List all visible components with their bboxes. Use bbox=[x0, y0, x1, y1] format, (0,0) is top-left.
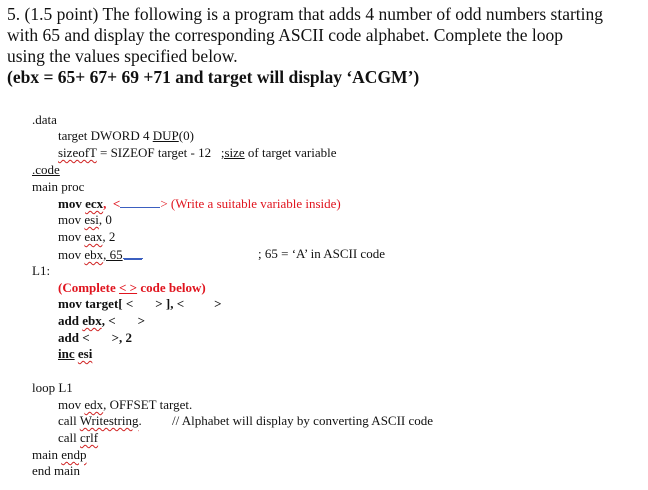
code-mov-ecx bbox=[58, 195, 341, 212]
code-main-endp bbox=[32, 447, 87, 463]
code-token: sizeofT bbox=[58, 145, 97, 160]
code-add bbox=[58, 330, 132, 346]
code-token: add < bbox=[58, 330, 90, 345]
code-token: DUP bbox=[152, 128, 179, 143]
code-mov-ebx-comment: ; 65 = ‘A’ in ASCII code bbox=[258, 246, 385, 261]
code-token: edx bbox=[84, 397, 104, 412]
code-token: eax bbox=[84, 229, 103, 244]
code-token: ebx bbox=[84, 247, 104, 262]
code-call-writestring-comment: // Alphabet will display by converting ASCII code bbox=[172, 413, 434, 428]
question-line-3: using the values specified below. bbox=[7, 46, 238, 66]
code-token: , OFFSET target. bbox=[103, 397, 193, 412]
code-token: , < bbox=[103, 196, 121, 211]
code-token: of target variable bbox=[244, 145, 337, 160]
code-token: esi bbox=[77, 346, 93, 361]
code-mov-target bbox=[58, 296, 222, 312]
code-token: ebx bbox=[82, 313, 102, 328]
code-token: inc bbox=[58, 346, 75, 361]
code-token: mov bbox=[58, 247, 85, 262]
code-mov-ebx bbox=[58, 246, 143, 263]
code-call-writestring bbox=[58, 413, 142, 429]
code-mov-eax bbox=[58, 229, 115, 245]
question-line-1: 5. (1.5 point) The following is a program that adds 4 number of odd numbers starting bbox=[7, 4, 604, 24]
code-token: .code bbox=[32, 162, 60, 177]
code-data-directive: .data bbox=[32, 112, 57, 127]
code-token: esi bbox=[84, 212, 99, 227]
code-token: ; bbox=[220, 145, 225, 160]
fill-in-blank[interactable] bbox=[123, 246, 143, 259]
question-line-2: with 65 and display the corresponding ASCII code alphabet. Complete the loop bbox=[7, 25, 564, 45]
code-token: , < bbox=[101, 313, 116, 328]
code-loop-l1: loop L1 bbox=[32, 380, 73, 395]
code-token: (Complete bbox=[58, 280, 120, 295]
code-token: call bbox=[58, 430, 81, 445]
code-token: size bbox=[224, 145, 245, 160]
code-token: Writestring bbox=[79, 413, 139, 428]
code-token: add bbox=[58, 313, 83, 328]
code-token: target DWORD 4 bbox=[58, 128, 153, 143]
code-token: < > bbox=[119, 280, 138, 295]
code-token: call bbox=[58, 413, 80, 428]
code-complete-instruction bbox=[58, 280, 206, 296]
code-sizeof-declaration bbox=[58, 145, 336, 161]
code-token: , 2 bbox=[102, 229, 116, 244]
code-add-ebx bbox=[58, 313, 145, 329]
code-code-directive bbox=[32, 162, 60, 178]
code-token: endp bbox=[61, 447, 87, 462]
code-token: > bbox=[137, 313, 146, 328]
code-token: main bbox=[32, 447, 62, 462]
code-mov-esi bbox=[58, 212, 112, 228]
code-token: . bbox=[138, 413, 142, 428]
code-token: > (Write a suitable variable inside) bbox=[160, 196, 341, 211]
question-line-4-text: (ebx = 65+ 67+ 69 +71 and target will display ‘ACGM’) bbox=[7, 67, 420, 87]
code-token: mov bbox=[58, 229, 85, 244]
code-target-declaration bbox=[58, 128, 194, 144]
code-inc-esi bbox=[58, 346, 92, 362]
code-token: > ], < bbox=[155, 296, 185, 311]
code-token: mov target[ < bbox=[58, 296, 134, 311]
code-token: = SIZEOF target - 12 bbox=[96, 145, 221, 160]
code-token: mov bbox=[58, 397, 85, 412]
code-call-crlf bbox=[58, 430, 98, 446]
code-token: > bbox=[214, 296, 222, 311]
code-token: code below) bbox=[137, 280, 206, 295]
code-main-proc: main proc bbox=[32, 179, 85, 194]
code-token: , 65 bbox=[103, 247, 123, 262]
code-token: >, 2 bbox=[111, 330, 133, 345]
code-token: ecx bbox=[85, 196, 104, 211]
code-token: , 0 bbox=[98, 212, 112, 227]
code-mov-edx bbox=[58, 397, 192, 413]
code-label-l1: L1: bbox=[32, 263, 51, 278]
code-token: mov bbox=[58, 212, 85, 227]
code-token: mov bbox=[58, 196, 86, 211]
code-token: crlf bbox=[80, 430, 99, 445]
code-end-main: end main bbox=[32, 463, 81, 478]
code-token: (0) bbox=[178, 128, 194, 143]
fill-in-blank[interactable] bbox=[120, 195, 160, 208]
